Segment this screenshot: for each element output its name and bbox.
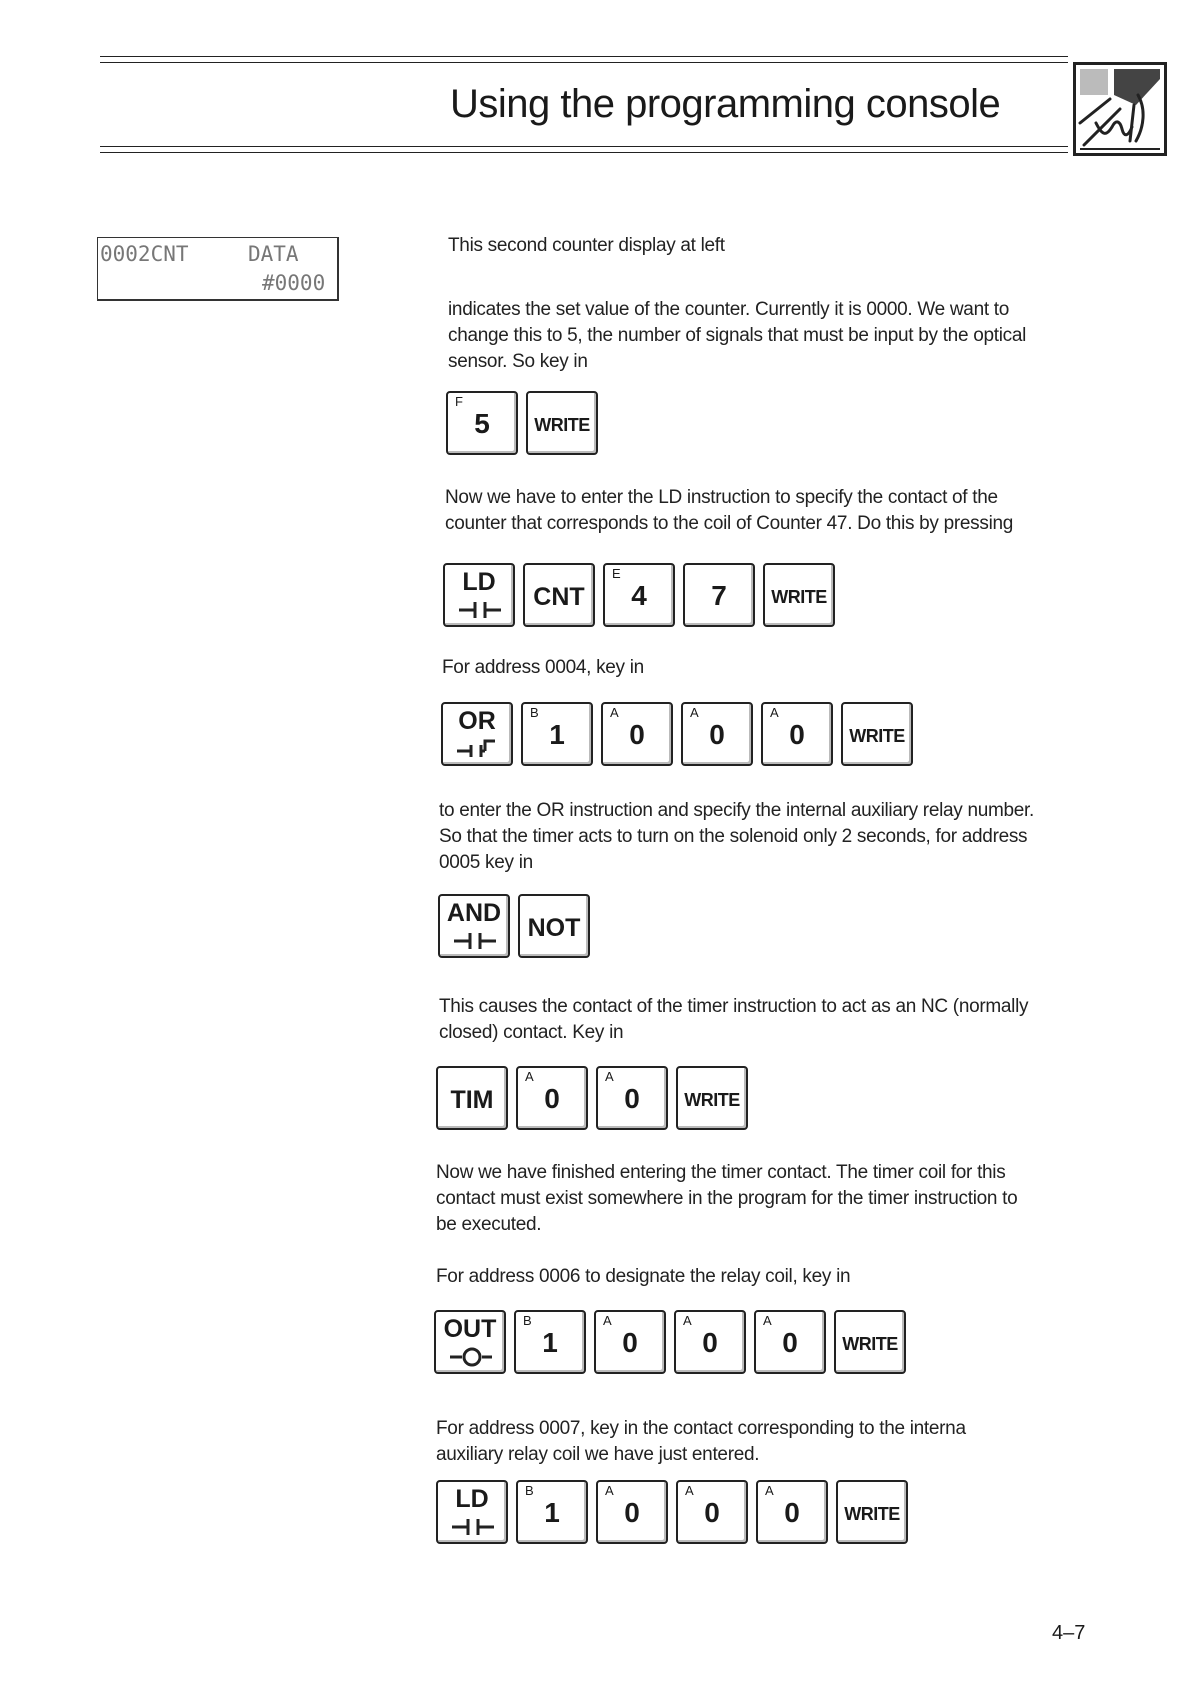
write-key[interactable] bbox=[763, 563, 835, 627]
paragraph-line: This causes the contact of the timer instruction to act as an NC (normally bbox=[439, 996, 1029, 1017]
lcd-address: 0002CNT bbox=[100, 242, 189, 266]
key-superscript: A bbox=[690, 705, 699, 720]
lcd-data-value: #0000 bbox=[262, 271, 326, 295]
key-superscript: A bbox=[685, 1483, 694, 1498]
paragraph-line: closed) contact. Key in bbox=[439, 1022, 624, 1043]
key-superscript: B bbox=[525, 1483, 534, 1498]
paragraph-line: change this to 5, the number of signals that must be input by the optical bbox=[448, 325, 1027, 346]
key-superscript: A bbox=[770, 705, 779, 720]
key-digit: 0 bbox=[544, 1083, 560, 1114]
key-digit: 0 bbox=[702, 1327, 718, 1358]
paragraph-line: For address 0007, key in the contact corresponding to the interna bbox=[436, 1418, 966, 1439]
1-key[interactable] bbox=[516, 1480, 588, 1544]
paragraph-line: So that the timer acts to turn on the solenoid only 2 seconds, for address bbox=[439, 826, 1028, 847]
key-label: WRITE bbox=[684, 1090, 740, 1110]
key-digit: 4 bbox=[631, 580, 647, 611]
key-label: OUT bbox=[443, 1315, 497, 1343]
key-superscript: E bbox=[612, 566, 621, 581]
0-key[interactable] bbox=[754, 1310, 826, 1374]
key-superscript: A bbox=[765, 1483, 774, 1498]
key-label: AND bbox=[446, 899, 502, 927]
manual-logo-icon bbox=[1073, 62, 1167, 156]
4-key[interactable] bbox=[603, 563, 675, 627]
write-key[interactable] bbox=[841, 702, 913, 766]
key-superscript: A bbox=[763, 1313, 772, 1328]
1-key[interactable] bbox=[521, 702, 593, 766]
0-key[interactable] bbox=[596, 1066, 668, 1130]
paragraph-line: counter that corresponds to the coil of Counter 47. Do this by pressing bbox=[445, 513, 1014, 534]
lcd-data-label: DATA bbox=[248, 242, 299, 266]
paragraph-line: sensor. So key in bbox=[448, 351, 588, 372]
key-superscript: B bbox=[530, 705, 539, 720]
key-digit: 7 bbox=[711, 580, 727, 611]
write-key[interactable] bbox=[834, 1310, 906, 1374]
page-number: 4–7 bbox=[1052, 1622, 1086, 1644]
7-key[interactable] bbox=[683, 563, 755, 627]
or-key[interactable] bbox=[441, 702, 513, 766]
key-superscript: A bbox=[605, 1483, 614, 1498]
write-key[interactable] bbox=[526, 391, 598, 455]
key-superscript: A bbox=[525, 1069, 534, 1084]
paragraph-line: For address 0004, key in bbox=[442, 657, 644, 678]
key-superscript: A bbox=[603, 1313, 612, 1328]
out-contact-symbol-icon bbox=[448, 1347, 494, 1367]
header-rule-top-1 bbox=[100, 56, 1068, 57]
key-digit: 0 bbox=[624, 1083, 640, 1114]
not-key[interactable] bbox=[518, 894, 590, 958]
out-key[interactable] bbox=[434, 1310, 506, 1374]
key-digit: 5 bbox=[474, 408, 490, 439]
key-label: CNT bbox=[533, 583, 585, 611]
key-digit: 1 bbox=[542, 1327, 558, 1358]
cnt-key[interactable] bbox=[523, 563, 595, 627]
key-superscript: A bbox=[610, 705, 619, 720]
key-digit: 0 bbox=[709, 719, 725, 750]
ld-contact-symbol-icon bbox=[450, 1517, 496, 1537]
paragraph-line: indicates the set value of the counter. Currently it is 0000. We want to bbox=[448, 299, 1010, 320]
paragraph-line: contact must exist somewhere in the program for the timer instruction to bbox=[436, 1188, 1018, 1209]
key-digit: 0 bbox=[704, 1497, 720, 1528]
key-digit: 0 bbox=[784, 1497, 800, 1528]
0-key[interactable] bbox=[601, 702, 673, 766]
ld-contact-symbol-icon bbox=[457, 600, 503, 620]
paragraph-line: Now we have to enter the LD instruction to specify the contact of the bbox=[445, 487, 998, 508]
key-superscript: B bbox=[523, 1313, 532, 1328]
and-contact-symbol-icon bbox=[452, 931, 498, 951]
0-key[interactable] bbox=[681, 702, 753, 766]
0-key[interactable] bbox=[676, 1480, 748, 1544]
paragraph-line: For address 0006 to designate the relay coil, key in bbox=[436, 1266, 851, 1287]
key-label: TIM bbox=[450, 1086, 494, 1114]
key-digit: 0 bbox=[789, 719, 805, 750]
key-label: WRITE bbox=[771, 587, 827, 607]
lcd-display bbox=[97, 237, 339, 301]
paragraph-line: auxiliary relay coil we have just entered. bbox=[436, 1444, 760, 1465]
key-digit: 0 bbox=[624, 1497, 640, 1528]
key-label: WRITE bbox=[844, 1504, 900, 1524]
ld-key[interactable] bbox=[443, 563, 515, 627]
write-key[interactable] bbox=[836, 1480, 908, 1544]
page-title: Using the programming console bbox=[450, 82, 1001, 126]
0-key[interactable] bbox=[674, 1310, 746, 1374]
key-superscript: F bbox=[455, 394, 463, 409]
key-digit: 1 bbox=[549, 719, 565, 750]
key-label: WRITE bbox=[842, 1334, 898, 1354]
paragraph-line: to enter the OR instruction and specify the internal auxiliary relay number. bbox=[439, 800, 1035, 821]
0-key[interactable] bbox=[761, 702, 833, 766]
key-digit: 1 bbox=[544, 1497, 560, 1528]
0-key[interactable] bbox=[756, 1480, 828, 1544]
paragraph-line: Now we have finished entering the timer contact. The timer coil for this bbox=[436, 1162, 1006, 1183]
key-label: WRITE bbox=[534, 415, 590, 435]
key-superscript: A bbox=[605, 1069, 614, 1084]
tim-key[interactable] bbox=[436, 1066, 508, 1130]
key-superscript: A bbox=[683, 1313, 692, 1328]
key-digit: 0 bbox=[782, 1327, 798, 1358]
or-contact-symbol-icon bbox=[455, 739, 501, 759]
header-rule-bottom-1 bbox=[100, 146, 1068, 147]
key-label: OR bbox=[458, 707, 496, 735]
1-key[interactable] bbox=[514, 1310, 586, 1374]
key-digit: 0 bbox=[629, 719, 645, 750]
0-key[interactable] bbox=[596, 1480, 668, 1544]
header-rule-top-2 bbox=[100, 62, 1068, 63]
0-key[interactable] bbox=[516, 1066, 588, 1130]
paragraph-line: 0005 key in bbox=[439, 852, 533, 873]
key-label: LD bbox=[455, 1485, 489, 1513]
key-label: WRITE bbox=[849, 726, 905, 746]
write-key[interactable] bbox=[676, 1066, 748, 1130]
header-rule-bottom-2 bbox=[100, 152, 1068, 153]
and-key[interactable] bbox=[438, 894, 510, 958]
key-label: NOT bbox=[527, 914, 581, 942]
key-digit: 0 bbox=[622, 1327, 638, 1358]
paragraph-line: be executed. bbox=[436, 1214, 542, 1235]
paragraph-line: This second counter display at left bbox=[448, 235, 725, 256]
0-key[interactable] bbox=[594, 1310, 666, 1374]
key-label: LD bbox=[462, 568, 496, 596]
ld-key[interactable] bbox=[436, 1480, 508, 1544]
5-key[interactable] bbox=[446, 391, 518, 455]
